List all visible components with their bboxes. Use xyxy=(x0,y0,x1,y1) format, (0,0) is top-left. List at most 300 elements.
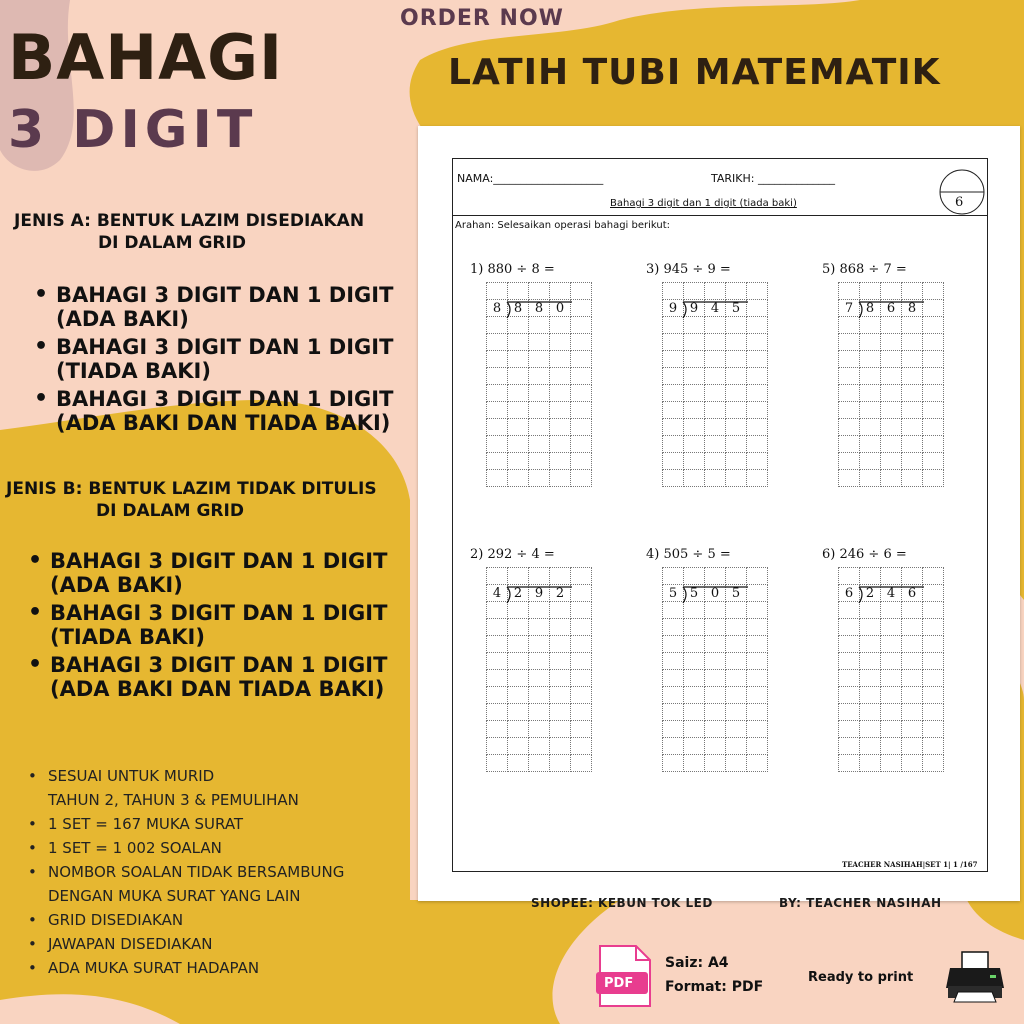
grid-cell xyxy=(881,670,902,687)
grid-cell xyxy=(902,402,923,419)
grid-cell xyxy=(839,687,860,704)
grid-cell: 4 xyxy=(881,585,902,602)
grid-cell xyxy=(839,755,860,772)
grid-cell xyxy=(487,351,508,368)
grid-cell: 8 xyxy=(860,300,881,317)
grid-cell xyxy=(747,636,768,653)
grid-cell xyxy=(663,636,684,653)
grid-cell xyxy=(550,419,571,436)
grid-cell xyxy=(529,385,550,402)
grid-cell xyxy=(571,436,592,453)
grid-cell xyxy=(923,636,944,653)
grid-cell: 0 xyxy=(705,585,726,602)
grid-cell xyxy=(747,419,768,436)
grid-cell xyxy=(487,653,508,670)
jenis-a-item: • BAHAGI 3 DIGIT DAN 1 DIGIT (ADA BAKI) xyxy=(32,283,393,331)
grid-cell xyxy=(529,704,550,721)
grid-cell xyxy=(550,453,571,470)
grid-cell xyxy=(923,653,944,670)
grid-cell xyxy=(487,470,508,487)
grid-cell xyxy=(705,687,726,704)
grid-cell xyxy=(684,436,705,453)
printer-icon xyxy=(944,948,1006,1004)
grid-cell xyxy=(747,453,768,470)
grid-cell xyxy=(881,653,902,670)
grid-cell xyxy=(487,636,508,653)
grid-cell xyxy=(550,653,571,670)
grid-cell xyxy=(902,368,923,385)
grid-cell xyxy=(571,636,592,653)
grid-cell xyxy=(550,470,571,487)
grid-cell xyxy=(881,436,902,453)
grid-cell xyxy=(529,436,550,453)
grid-cell xyxy=(747,385,768,402)
jenis-a-heading-line1: JENIS A: BENTUK LAZIM DISEDIAKAN xyxy=(14,211,365,231)
grid-cell: 2 xyxy=(550,585,571,602)
grid-cell xyxy=(839,385,860,402)
grid-cell xyxy=(923,721,944,738)
grid-cell xyxy=(839,351,860,368)
grid-cell xyxy=(684,351,705,368)
grid-cell: 9 xyxy=(663,300,684,317)
grid-cell xyxy=(684,385,705,402)
grid-cell xyxy=(923,470,944,487)
grid-cell xyxy=(663,470,684,487)
pdf-badge: PDF xyxy=(604,976,634,991)
grid-cell xyxy=(726,436,747,453)
grid-cell xyxy=(726,721,747,738)
grid-cell: 6 xyxy=(881,300,902,317)
grid-cell xyxy=(508,351,529,368)
grid-cell xyxy=(705,704,726,721)
grid-cell xyxy=(550,687,571,704)
grid-cell xyxy=(571,755,592,772)
grid-cell xyxy=(684,704,705,721)
division-bracket xyxy=(662,567,774,627)
grid-cell xyxy=(487,436,508,453)
grid-cell xyxy=(726,653,747,670)
grid-cell xyxy=(747,687,768,704)
grid-cell xyxy=(726,402,747,419)
grid-cell: 8 xyxy=(529,300,550,317)
grid-cell xyxy=(663,368,684,385)
grid-cell xyxy=(508,419,529,436)
grid-cell xyxy=(902,670,923,687)
grid-cell xyxy=(839,636,860,653)
grid-cell xyxy=(684,721,705,738)
grid-cell xyxy=(923,687,944,704)
grid-cell xyxy=(529,470,550,487)
grid-cell xyxy=(881,351,902,368)
grid-cell xyxy=(663,687,684,704)
grid-cell: 5 xyxy=(726,300,747,317)
grid-cell xyxy=(726,704,747,721)
grid-cell xyxy=(747,738,768,755)
grid-cell xyxy=(508,704,529,721)
grid-cell xyxy=(881,385,902,402)
grid-cell: 8 xyxy=(508,300,529,317)
grid-cell xyxy=(726,419,747,436)
grid-cell xyxy=(705,402,726,419)
grid-cell xyxy=(550,738,571,755)
grid-cell xyxy=(881,470,902,487)
grid-cell xyxy=(508,670,529,687)
grid-cell xyxy=(663,385,684,402)
grid-cell xyxy=(747,402,768,419)
grid-cell: 9 xyxy=(529,585,550,602)
grid-cell xyxy=(923,704,944,721)
grid-cell: 5 xyxy=(726,585,747,602)
grid-cell: 4 xyxy=(487,585,508,602)
division-bracket xyxy=(486,282,598,342)
shopee-label: SHOPEE: KEBUN TOK LED xyxy=(531,896,713,910)
jenis-b-item: • BAHAGI 3 DIGIT DAN 1 DIGIT (ADA BAKI DAN TIADA BAKI) xyxy=(26,653,387,701)
grid-cell xyxy=(860,436,881,453)
grid-cell xyxy=(747,653,768,670)
worksheet-divider xyxy=(452,215,988,216)
grid-cell xyxy=(508,436,529,453)
grid-cell xyxy=(550,704,571,721)
answer-grid xyxy=(486,282,592,487)
grid-cell xyxy=(487,670,508,687)
grid-cell xyxy=(860,636,881,653)
grid-cell xyxy=(839,470,860,487)
grid-cell xyxy=(508,453,529,470)
grid-cell xyxy=(550,351,571,368)
grid-cell xyxy=(529,755,550,772)
grid-cell xyxy=(663,402,684,419)
question-label: 2) 292 ÷ 4 = xyxy=(470,547,555,562)
jenis-a-item: • BAHAGI 3 DIGIT DAN 1 DIGIT (ADA BAKI DAN TIADA BAKI) xyxy=(32,387,393,435)
grid-cell xyxy=(705,453,726,470)
grid-cell xyxy=(860,704,881,721)
feature-item: • NOMBOR SOALAN TIDAK BERSAMBUNG DENGAN MUKA SURAT YANG LAIN xyxy=(28,863,345,905)
grid-cell xyxy=(860,755,881,772)
grid-cell xyxy=(705,470,726,487)
grid-cell xyxy=(747,670,768,687)
grid-cell xyxy=(571,453,592,470)
grid-cell xyxy=(705,755,726,772)
grid-cell xyxy=(839,402,860,419)
grid-cell xyxy=(902,704,923,721)
grid-cell xyxy=(860,721,881,738)
grid-cell: 4 xyxy=(705,300,726,317)
feature-item: • 1 SET = 167 MUKA SURAT xyxy=(28,815,244,833)
grid-cell xyxy=(747,436,768,453)
answer-grid xyxy=(838,282,944,487)
grid-cell xyxy=(726,738,747,755)
grid-cell xyxy=(508,755,529,772)
answer-grid xyxy=(838,567,944,772)
author-label: BY: TEACHER NASIHAH xyxy=(779,896,942,910)
jenis-b-heading xyxy=(6,478,377,522)
ready-to-print-label: Ready to print xyxy=(808,970,914,985)
mustard-bottom-blob xyxy=(410,900,620,1024)
grid-cell xyxy=(684,653,705,670)
jenis-a-heading-line2: DI DALAM GRID xyxy=(98,233,246,253)
grid-cell xyxy=(747,368,768,385)
grid-cell xyxy=(860,368,881,385)
grid-cell xyxy=(550,402,571,419)
worksheet-subtitle: Bahagi 3 digit dan 1 digit (tiada baki) xyxy=(610,198,797,209)
grid-cell xyxy=(705,670,726,687)
grid-cell xyxy=(902,436,923,453)
title-3-digit: 3 DIGIT xyxy=(8,100,258,160)
grid-cell xyxy=(663,704,684,721)
grid-cell xyxy=(881,687,902,704)
grid-cell xyxy=(902,687,923,704)
grid-cell xyxy=(860,385,881,402)
grid-cell xyxy=(550,670,571,687)
grid-cell xyxy=(684,419,705,436)
grid-cell xyxy=(487,402,508,419)
grid-cell xyxy=(571,419,592,436)
feature-item: • SESUAI UNTUK MURID TAHUN 2, TAHUN 3 & PEMULIHAN xyxy=(28,767,299,809)
grid-cell xyxy=(860,653,881,670)
grid-cell xyxy=(839,653,860,670)
grid-cell xyxy=(508,687,529,704)
grid-cell xyxy=(571,653,592,670)
grid-cell xyxy=(663,721,684,738)
grid-cell: 9 xyxy=(684,300,705,317)
grid-cell xyxy=(923,738,944,755)
grid-cell xyxy=(705,385,726,402)
grid-cell xyxy=(839,704,860,721)
grid-cell xyxy=(726,368,747,385)
grid-cell xyxy=(860,351,881,368)
grid-cell xyxy=(747,470,768,487)
jenis-b-item: • BAHAGI 3 DIGIT DAN 1 DIGIT (ADA BAKI) xyxy=(26,549,387,597)
grid-cell: 6 xyxy=(902,585,923,602)
grid-cell xyxy=(902,636,923,653)
grid-cell xyxy=(529,687,550,704)
grid-cell xyxy=(881,755,902,772)
question-label: 1) 880 ÷ 8 = xyxy=(470,262,555,277)
grid-cell xyxy=(839,368,860,385)
features-list xyxy=(22,764,344,980)
jenis-a-heading xyxy=(14,210,364,254)
grid-cell: 5 xyxy=(663,585,684,602)
grid-cell xyxy=(860,687,881,704)
grid-cell xyxy=(529,368,550,385)
jenis-b-item: • BAHAGI 3 DIGIT DAN 1 DIGIT (TIADA BAKI) xyxy=(26,601,387,649)
grid-cell xyxy=(902,738,923,755)
grid-cell xyxy=(529,453,550,470)
feature-item: • GRID DISEDIAKAN xyxy=(28,911,184,929)
jenis-b-list xyxy=(26,549,387,705)
grid-cell xyxy=(705,436,726,453)
grid-cell xyxy=(487,738,508,755)
division-bracket xyxy=(838,282,950,342)
grid-cell xyxy=(705,368,726,385)
nama-field-label: NAMA:____________________ xyxy=(457,172,604,185)
answer-grid xyxy=(662,282,768,487)
grid-cell xyxy=(508,470,529,487)
grid-cell xyxy=(923,402,944,419)
grid-cell xyxy=(860,402,881,419)
grid-cell xyxy=(839,453,860,470)
grid-cell xyxy=(902,721,923,738)
grid-cell xyxy=(571,687,592,704)
grid-cell: 2 xyxy=(860,585,881,602)
grid-cell xyxy=(487,419,508,436)
grid-cell xyxy=(487,368,508,385)
division-bracket xyxy=(838,567,950,627)
grid-cell xyxy=(663,755,684,772)
grid-cell: 7 xyxy=(839,300,860,317)
grid-cell xyxy=(487,721,508,738)
grid-cell xyxy=(550,368,571,385)
format-label: Format: PDF xyxy=(665,979,764,995)
grid-cell xyxy=(663,436,684,453)
grid-cell xyxy=(663,453,684,470)
jenis-a-list xyxy=(32,283,393,439)
division-bracket xyxy=(486,567,598,627)
grid-cell xyxy=(508,368,529,385)
grid-cell xyxy=(508,402,529,419)
grid-cell xyxy=(550,385,571,402)
grid-cell xyxy=(705,653,726,670)
grid-cell xyxy=(571,385,592,402)
grid-cell xyxy=(684,738,705,755)
grid-cell xyxy=(726,636,747,653)
grid-cell xyxy=(487,687,508,704)
grid-cell xyxy=(923,368,944,385)
grid-cell xyxy=(902,385,923,402)
grid-cell xyxy=(747,755,768,772)
grid-cell xyxy=(902,453,923,470)
grid-cell xyxy=(902,755,923,772)
grid-cell xyxy=(902,419,923,436)
grid-cell xyxy=(839,419,860,436)
grid-cell xyxy=(726,470,747,487)
question-label: 5) 868 ÷ 7 = xyxy=(822,262,907,277)
grid-cell xyxy=(726,755,747,772)
grid-cell xyxy=(881,738,902,755)
grid-cell xyxy=(902,470,923,487)
grid-cell xyxy=(663,738,684,755)
grid-cell xyxy=(860,670,881,687)
grid-cell xyxy=(747,704,768,721)
grid-cell xyxy=(571,351,592,368)
grid-cell xyxy=(508,738,529,755)
grid-cell xyxy=(881,636,902,653)
arahan-text: Arahan: Selesaikan operasi bahagi berikut: xyxy=(455,220,671,231)
grid-cell xyxy=(705,419,726,436)
grid-cell xyxy=(529,402,550,419)
grid-cell xyxy=(487,453,508,470)
grid-cell xyxy=(663,351,684,368)
grid-cell xyxy=(487,385,508,402)
grid-cell: 8 xyxy=(487,300,508,317)
grid-cell xyxy=(663,653,684,670)
grid-cell xyxy=(860,453,881,470)
grid-cell xyxy=(923,670,944,687)
grid-cell xyxy=(705,738,726,755)
grid-cell xyxy=(881,704,902,721)
grid-cell xyxy=(550,755,571,772)
grid-cell xyxy=(839,721,860,738)
grid-cell xyxy=(487,704,508,721)
grid-cell: 6 xyxy=(839,585,860,602)
grid-cell xyxy=(684,755,705,772)
grid-cell xyxy=(726,385,747,402)
grid-cell xyxy=(881,419,902,436)
grid-cell xyxy=(747,721,768,738)
grid-cell xyxy=(529,653,550,670)
grid-cell xyxy=(529,351,550,368)
grid-cell xyxy=(571,470,592,487)
grid-cell xyxy=(663,419,684,436)
order-now-label[interactable]: ORDER NOW xyxy=(400,6,564,31)
grid-cell xyxy=(881,721,902,738)
feature-item: • JAWAPAN DISEDIAKAN xyxy=(28,935,213,953)
grid-cell xyxy=(726,670,747,687)
grid-cell xyxy=(902,351,923,368)
grid-cell xyxy=(705,351,726,368)
grid-cell xyxy=(550,636,571,653)
grid-cell xyxy=(881,402,902,419)
grid-cell xyxy=(923,436,944,453)
grid-cell xyxy=(923,351,944,368)
grid-cell xyxy=(860,419,881,436)
grid-cell xyxy=(663,670,684,687)
grid-cell xyxy=(508,636,529,653)
grid-cell xyxy=(529,419,550,436)
grid-cell: 8 xyxy=(902,300,923,317)
grid-cell xyxy=(571,721,592,738)
title-bahagi: BAHAGI xyxy=(8,21,284,94)
grid-cell xyxy=(881,453,902,470)
grid-cell xyxy=(571,402,592,419)
grid-cell xyxy=(684,453,705,470)
grid-cell xyxy=(684,687,705,704)
grid-cell xyxy=(881,368,902,385)
grid-cell xyxy=(923,755,944,772)
grid-cell xyxy=(726,687,747,704)
answer-grid xyxy=(486,567,592,772)
grid-cell xyxy=(529,738,550,755)
grid-cell xyxy=(684,470,705,487)
main-title: LATIH TUBI MATEMATIK xyxy=(448,52,941,93)
grid-cell xyxy=(902,653,923,670)
feature-item: • 1 SET = 1 002 SOALAN xyxy=(28,839,222,857)
grid-cell xyxy=(839,670,860,687)
grid-cell xyxy=(705,721,726,738)
grid-cell xyxy=(508,721,529,738)
question-label: 4) 505 ÷ 5 = xyxy=(646,547,731,562)
grid-cell xyxy=(571,704,592,721)
division-bracket xyxy=(662,282,774,342)
jenis-b-heading-line1: JENIS B: BENTUK LAZIM TIDAK DITULIS xyxy=(6,479,377,499)
grid-cell: 5 xyxy=(684,585,705,602)
grid-cell xyxy=(550,436,571,453)
grid-cell xyxy=(684,636,705,653)
jenis-a-item: • BAHAGI 3 DIGIT DAN 1 DIGIT (TIADA BAKI) xyxy=(32,335,393,383)
grid-cell xyxy=(529,721,550,738)
grid-cell xyxy=(529,670,550,687)
feature-item: • ADA MUKA SURAT HADAPAN xyxy=(28,959,260,977)
grid-cell xyxy=(860,738,881,755)
grid-cell xyxy=(529,636,550,653)
grid-cell: 2 xyxy=(508,585,529,602)
grid-cell xyxy=(839,436,860,453)
grid-cell xyxy=(726,453,747,470)
grid-cell xyxy=(571,368,592,385)
saiz-label: Saiz: A4 xyxy=(665,955,729,971)
grid-cell xyxy=(508,653,529,670)
worksheet-footer: TEACHER NASIHAH|SET 1| 1 /167 xyxy=(842,860,978,869)
